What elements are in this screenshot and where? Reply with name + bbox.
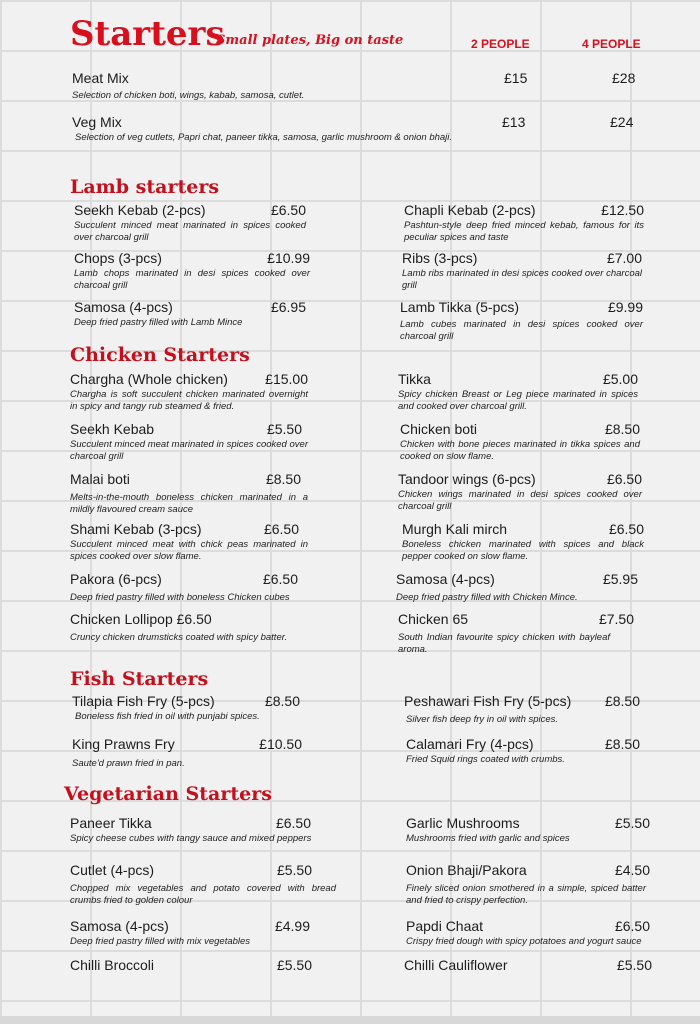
menu-item: [70, 571, 316, 604]
menu-item: [74, 202, 306, 244]
item-price: £6.50: [606, 471, 642, 487]
item-name: Paneer Tikka: [70, 815, 152, 831]
menu-item: [406, 815, 650, 845]
item-desc: Pashtun-style deep fried minced kebab, famous for its peculiar spices and taste: [404, 220, 644, 243]
tagline: Small plates, Big on taste: [216, 33, 404, 48]
item-price: £7.50: [598, 611, 634, 627]
item-name: Tandoor wings (6-pcs): [398, 471, 536, 487]
menu-item: [398, 471, 642, 513]
menu-item: [406, 918, 686, 948]
item-desc: Deep fried pastry filled with Chicken Mince.: [396, 592, 578, 603]
item-desc: Lamb ribs marinated in desi spices cooked over charcoal grill: [402, 268, 642, 291]
price-4-people: £28: [612, 70, 636, 86]
item-name: Samosa (4-pcs): [396, 571, 495, 587]
item-price: £6.50: [275, 815, 311, 831]
item-name: Chicken Lollipop £6.50: [70, 611, 212, 627]
item-desc: Mushrooms fried with garlic and spices: [406, 833, 570, 844]
item-price: £8.50: [265, 471, 301, 487]
menu-item: [70, 611, 292, 644]
price-2-people: £15: [504, 70, 528, 86]
item-price: £8.50: [264, 693, 300, 709]
item-price: £12.50: [601, 202, 644, 218]
item-name: Chicken boti: [400, 421, 478, 437]
item-name: Seekh Kebab (2-pcs): [74, 202, 206, 218]
item-name: Seekh Kebab: [70, 421, 155, 437]
menu-item: [406, 862, 650, 907]
item-name: Malai boti: [70, 471, 130, 487]
menu-item: [404, 693, 640, 726]
item-price: £5.50: [266, 421, 302, 437]
item-price: £5.50: [276, 957, 312, 973]
menu-item: [406, 736, 640, 766]
item-desc: Finely sliced onion smothered in a simple, spiced batter and fried to crispy perfection.: [406, 883, 646, 906]
item-desc: Succulent minced meat marinated in spices cooked over charcoal grill: [74, 220, 306, 243]
menu-item: [70, 421, 308, 463]
section-title-vegetarian: Vegetarian Starters: [64, 783, 272, 805]
item-name: Tikka: [398, 371, 431, 387]
item-name: Calamari Fry (4-pcs): [406, 736, 534, 752]
item-desc: Crispy fried dough with spicy potatoes and yogurt sauce: [406, 936, 642, 947]
menu-item-meat-mix: [72, 70, 632, 102]
item-price: £7.00: [606, 250, 642, 266]
item-desc: Lamb cubes marinated in desi spices cooked over charcoal grill: [400, 319, 643, 342]
item-price: £5.50: [276, 862, 312, 878]
item-name: Pakora (6-pcs): [70, 571, 162, 587]
item-desc: Fried Squid rings coated with crumbs.: [406, 754, 565, 765]
menu-item: [404, 202, 644, 244]
item-price: £5.00: [602, 371, 638, 387]
item-price: £5.50: [616, 957, 652, 973]
menu-item: [400, 299, 643, 343]
item-price: £6.50: [262, 571, 298, 587]
item-name: Shami Kebab (3-pcs): [70, 521, 202, 537]
item-name: Tilapia Fish Fry (5-pcs): [72, 693, 215, 709]
section-title-lamb: Lamb starters: [70, 176, 220, 198]
item-desc: Succulent minced meat with chick peas marinated in spices cooked over slow flame.: [70, 539, 308, 562]
menu-item: [400, 421, 640, 463]
item-price: £10.99: [267, 250, 310, 266]
menu-item: [70, 957, 312, 974]
column-header-4-people: 4 PEOPLE: [582, 37, 641, 51]
menu-item: [74, 299, 306, 329]
item-desc: Lamb chops marinated in desi spices cooked over charcoal grill: [74, 268, 310, 291]
item-desc: Boneless fish fried in oil with punjabi spices.: [75, 711, 260, 722]
section-title-chicken: Chicken Starters: [70, 344, 250, 366]
item-name: Chops (3-pcs): [74, 250, 162, 266]
menu-item: [70, 815, 336, 845]
menu-item: [70, 371, 308, 413]
item-price: £6.50: [270, 202, 306, 218]
item-desc: Selection of veg cutlets, Papri chat, paneer tikka, samosa, garlic mushroom & onion bhaji.: [75, 132, 453, 143]
item-price: £8.50: [604, 693, 640, 709]
item-desc: Spicy chicken Breast or Leg piece marinated in spices and cooked over charcoal grill.: [398, 389, 638, 412]
item-name: Chargha (Whole chicken): [70, 371, 228, 387]
item-name: Meat Mix: [72, 70, 129, 86]
price-2-people: £13: [502, 114, 526, 130]
item-price: £5.50: [614, 815, 650, 831]
item-price: £8.50: [604, 421, 640, 437]
item-name: Chicken 65: [398, 611, 469, 627]
menu-item: [398, 611, 634, 656]
item-name: Veg Mix: [72, 114, 122, 130]
menu-item: [70, 471, 308, 516]
menu-item: [70, 862, 336, 907]
item-desc: Spicy cheese cubes with tangy sauce and mixed peppers: [70, 833, 312, 844]
item-desc: South Indian favourite spicy chicken with bayleaf aroma.: [398, 632, 610, 655]
item-price: £6.50: [614, 918, 650, 934]
item-desc: Deep fried pastry filled with boneless Chicken cubes: [70, 592, 290, 603]
item-name: King Prawns Fry: [72, 736, 175, 752]
menu-item: [402, 250, 642, 292]
menu-item: [74, 250, 310, 292]
menu-item-veg-mix: [72, 114, 632, 144]
item-name: Chapli Kebab (2-pcs): [404, 202, 536, 218]
menu-item: [72, 693, 300, 723]
item-price: £10.50: [259, 736, 302, 752]
item-desc: Chargha is soft succulent chicken marinated overnight in spicy and tangy rub steamed & fried.: [70, 389, 308, 412]
item-name: Chilli Broccoli: [70, 957, 155, 973]
item-desc: Chopped mix vegetables and potato covered with bread crumbs fried to golden colour: [70, 883, 336, 906]
item-name: Peshawari Fish Fry (5-pcs): [404, 693, 572, 709]
item-desc: Melts-in-the-mouth boneless chicken marinated in a mildly flavoured cream sauce: [70, 492, 308, 515]
page-title: Starters: [70, 14, 225, 54]
item-name: Garlic Mushrooms: [406, 815, 520, 831]
item-price: £4.50: [614, 862, 650, 878]
item-name: Lamb Tikka (5-pcs): [400, 299, 520, 315]
item-price: £9.99: [607, 299, 643, 315]
item-desc: Boneless chicken marinated with spices and black pepper cooked on slow flame.: [402, 539, 644, 562]
item-desc: Chicken with bone pieces marinated in tikka spices and cooked on slow flame.: [400, 439, 640, 462]
item-desc: Deep fried pastry filled with Lamb Mince: [74, 317, 243, 328]
item-desc: Selection of chicken boti, wings, kabab, samosa, cutlet.: [72, 90, 305, 101]
item-name: Samosa (4-pcs): [70, 918, 169, 934]
item-price: £15.00: [265, 371, 308, 387]
item-desc: Saute'd prawn fried in pan.: [72, 758, 185, 769]
menu-item: [70, 918, 310, 948]
item-desc: Succulent minced meat marinated in spices cooked over charcoal grill: [70, 439, 308, 462]
item-price: £8.50: [604, 736, 640, 752]
column-header-2-people: 2 PEOPLE: [471, 37, 530, 51]
menu-item: [72, 736, 302, 770]
price-4-people: £24: [610, 114, 634, 130]
item-price: £6.50: [608, 521, 644, 537]
item-desc: Silver fish deep fry in oil with spices.: [406, 714, 559, 725]
item-name: Ribs (3-pcs): [402, 250, 478, 266]
item-name: Papdi Chaat: [406, 918, 484, 934]
item-desc: Cruncy chicken drumsticks coated with spicy batter.: [70, 632, 288, 643]
item-desc: Chicken wings marinated in desi spices cooked over charcoal grill: [398, 489, 642, 512]
menu-item: [402, 521, 644, 563]
item-name: Onion Bhaji/Pakora: [406, 862, 527, 878]
item-name: Samosa (4-pcs): [74, 299, 173, 315]
item-name: Murgh Kali mirch: [402, 521, 508, 537]
menu-item: [398, 371, 638, 413]
item-desc: Deep fried pastry filled with mix vegetables: [70, 936, 251, 947]
section-title-fish: Fish Starters: [70, 668, 209, 690]
item-price: £6.95: [270, 299, 306, 315]
item-price: £6.50: [263, 521, 299, 537]
item-price: £5.95: [602, 571, 638, 587]
menu-item: [396, 571, 638, 604]
footer-bar: [0, 1016, 700, 1024]
item-price: £4.99: [274, 918, 310, 934]
menu-item: [70, 521, 308, 563]
item-name: Chilli Cauliflower: [404, 957, 508, 973]
item-name: Cutlet (4-pcs): [70, 862, 155, 878]
menu-item: [404, 957, 652, 974]
